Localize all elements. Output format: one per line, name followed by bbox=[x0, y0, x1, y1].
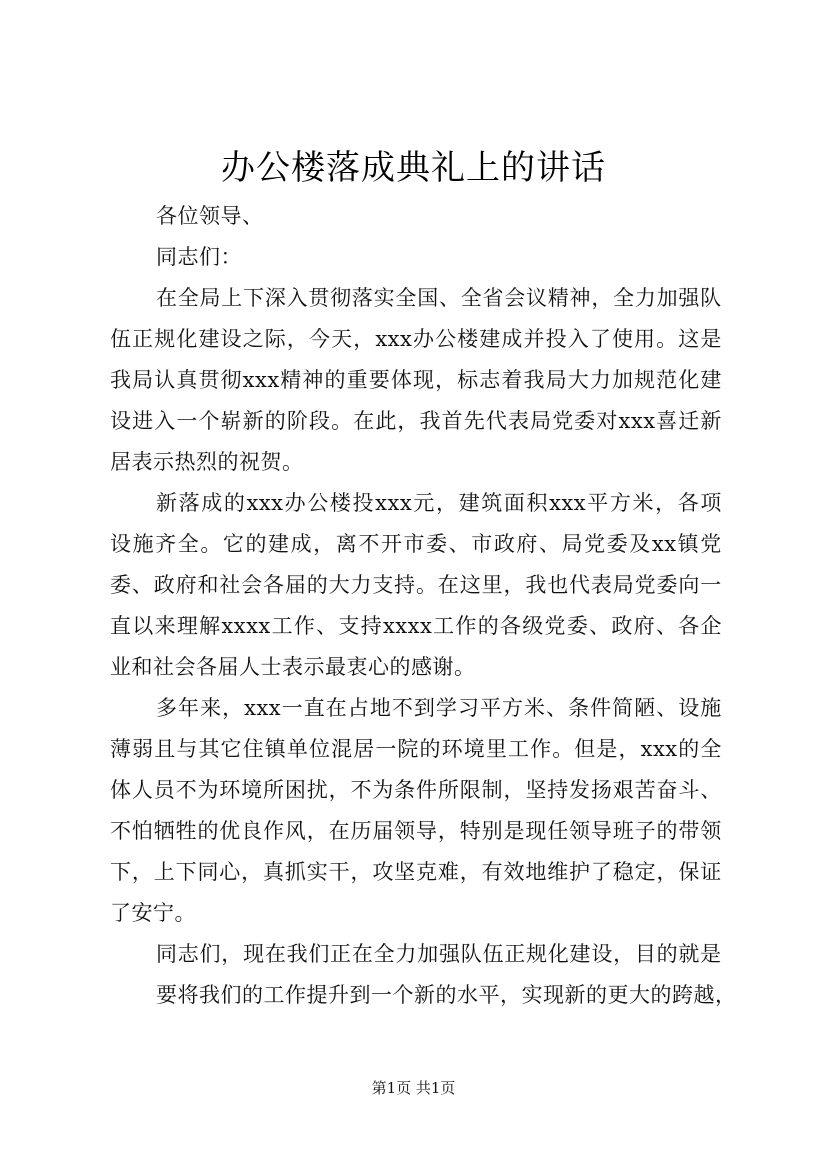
salutation-line: 各位领导、 bbox=[156, 204, 264, 228]
paragraph-line: 下 ， 上 下 同 心 ， 真 抓 实 干 ， 攻 坚 克 难 ， 有 效 地 维 护 了 稳 定 ， 保 证 bbox=[110, 860, 722, 884]
paragraph-line: 在 全 局 上 下 深 入 贯 彻 落 实 全 国 、 全 省 会 议 精 神 ， 全 力 加 强 队 bbox=[156, 286, 722, 310]
paragraph-line: 同 志 们 ， 现 在 我 们 正 在 全 力 加 强 队 伍 正 规 化 建 设 ， 目 的 就 是 bbox=[156, 942, 722, 966]
salutation-line: 同志们： bbox=[156, 245, 242, 269]
page-number-footer: 第1页 共1页 bbox=[371, 1079, 456, 1097]
paragraph-line: 委 、 政 府 和 社 会 各 届 的 大 力 支 持 。 在 这 里 ， 我 也 代 表 局 党 委 向 一 bbox=[110, 573, 722, 597]
paragraph-line: 不 怕 牺 牲 的 优 良 作 风 ， 在 历 届 领 导 ， 特 别 是 现 任 领 导 班 子 的 带 领 bbox=[110, 819, 722, 843]
document-body bbox=[110, 196, 737, 1016]
paragraph-line: 了安宁。 bbox=[110, 901, 196, 925]
paragraph-line: 直 以 来 理 解 xxxx 工 作 、 支 持 xxxx 工 作 的 各 级 党 委 、 政 府 、 各 企 bbox=[110, 614, 722, 638]
paragraph-line: 多 年 来 ， xxx 一 直 在 占 地 不 到 学 习 平 方 米 、 条 件 简 陋 、 设 施 bbox=[156, 696, 722, 720]
paragraph-line: 居表示热烈的祝贺。 bbox=[110, 450, 304, 474]
paragraph-line: 体 人 员 不 为 环 境 所 困 扰 ， 不 为 条 件 所 限 制 ， 坚 持 发 扬 艰 苦 奋 斗 、 bbox=[110, 778, 722, 802]
paragraph-line: 薄 弱 且 与 其 它 住 镇 单 位 混 居 一 院 的 环 境 里 工 作 。 但 是 ， xxx 的 全 bbox=[110, 737, 722, 761]
paragraph-line: 业和社会各届人士表示最衷心的感谢。 bbox=[110, 655, 476, 679]
paragraph-line: 设 施 齐 全 。 它 的 建 成 ， 离 不 开 市 委 、 市 政 府 、 局 党 委 及 xx 镇 党 bbox=[110, 532, 722, 556]
paragraph-line: 我 局 认 真 贯 彻 xxx 精 神 的 重 要 体 现 ， 标 志 着 我 局 大 力 加 规 范 化 建 bbox=[110, 368, 722, 392]
paragraph-line: 新 落 成 的 xxx 办 公 楼 投 xxx 元 ， 建 筑 面 积 xxx 平 方 米 ， 各 项 bbox=[156, 491, 722, 515]
document-title: 办公楼落成典礼上的讲话 bbox=[221, 148, 606, 188]
paragraph-line: 设 进 入 一 个 崭 新 的 阶 段 。 在 此 ， 我 首 先 代 表 局 党 委 对 xxx 喜 迁 新 bbox=[110, 409, 722, 433]
paragraph-line: 伍 正 规 化 建 设 之 际 ， 今 天 ， xxx 办 公 楼 建 成 并 投 入 了 使 用 。 这 是 bbox=[110, 327, 722, 351]
paragraph-line: 要 将 我 们 的 工 作 提 升 到 一 个 新 的 水 平 ， 实 现 新 的 更 大 的 跨 越 ， bbox=[156, 983, 737, 1007]
